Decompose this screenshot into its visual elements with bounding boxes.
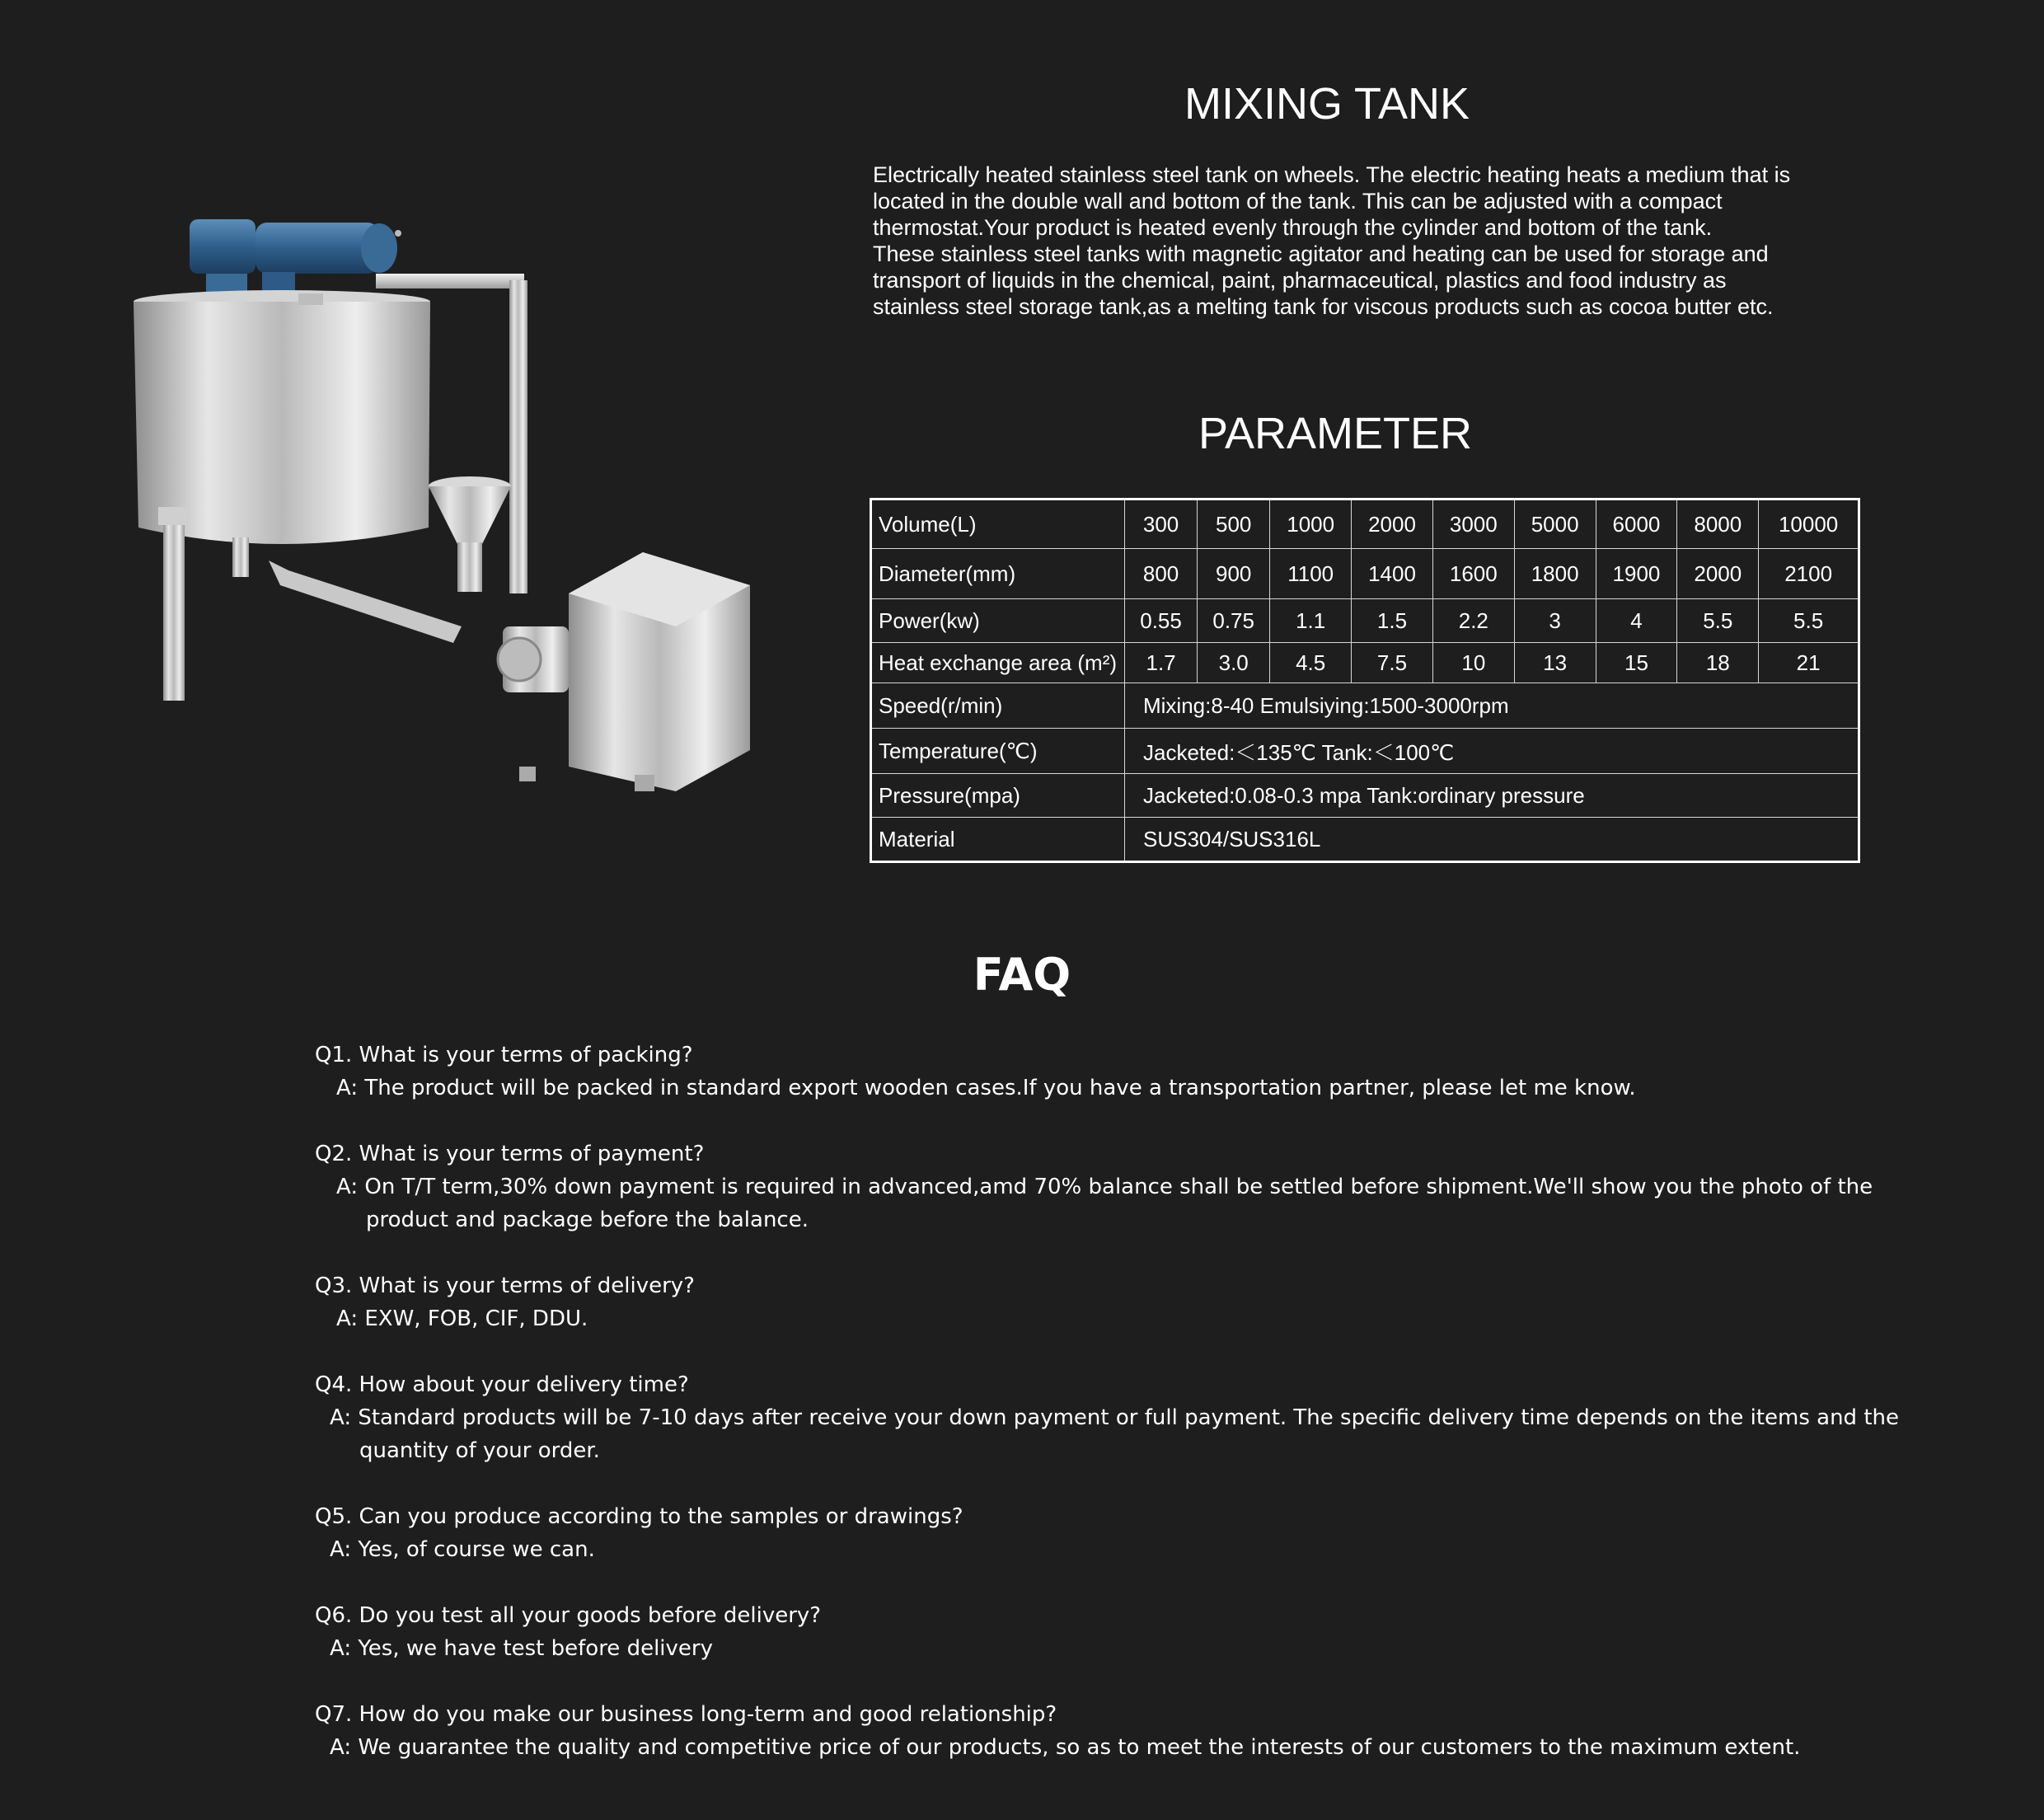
table-row bbox=[871, 599, 1859, 643]
table-cell: 5.5 bbox=[1759, 599, 1859, 643]
product-title: MIXING TANK bbox=[1184, 79, 1470, 129]
table-cell: 7.5 bbox=[1352, 643, 1433, 683]
table-cell: 1100 bbox=[1270, 549, 1352, 599]
table-cell: 15 bbox=[1596, 643, 1677, 683]
faq-answer: A: EXW, FOB, CIF, DDU. bbox=[336, 1306, 588, 1331]
table-cell: 1600 bbox=[1432, 549, 1514, 599]
faq-item bbox=[315, 1138, 1881, 1236]
faq-answer: A: On T/T term,30% down payment is required in advanced,amd 70% balance shall be settled before shipment.We'll show you the photo of the bbox=[336, 1175, 1873, 1199]
table-cell: 2000 bbox=[1352, 500, 1433, 549]
description-line: transport of liquids in the chemical, paint, pharmaceutical, plastics and food industry as bbox=[873, 268, 1727, 293]
table-cell: 2000 bbox=[1677, 549, 1759, 599]
table-cell: 4 bbox=[1596, 599, 1677, 643]
table-cell: 21 bbox=[1759, 643, 1859, 683]
table-cell: SUS304/SUS316L bbox=[1125, 818, 1859, 862]
faq-answer-continued: quantity of your order. bbox=[359, 1438, 600, 1463]
product-description bbox=[873, 162, 1845, 320]
table-cell: 18 bbox=[1677, 643, 1759, 683]
table-cell: 1800 bbox=[1514, 549, 1596, 599]
table-row bbox=[871, 643, 1859, 683]
faq-question: Q2. What is your terms of payment? bbox=[315, 1142, 705, 1166]
table-cell: 2100 bbox=[1759, 549, 1859, 599]
faq-question: Q7. How do you make our business long-term and good relationship? bbox=[315, 1702, 1057, 1727]
table-cell: 4.5 bbox=[1270, 643, 1352, 683]
faq-question: Q5. Can you produce according to the samples or drawings? bbox=[315, 1504, 963, 1529]
row-label: Speed(r/min) bbox=[871, 683, 1125, 729]
table-cell: 6000 bbox=[1596, 500, 1677, 549]
faq-answer: A: We guarantee the quality and competitive price of our products, so as to meet the interests of our customers to the maximum extent. bbox=[330, 1735, 1801, 1760]
description-line: located in the double wall and bottom of the tank. This can be adjusted with a compact bbox=[873, 189, 1723, 213]
table-cell: 800 bbox=[1125, 549, 1198, 599]
table-row bbox=[871, 729, 1859, 774]
table-cell: 10000 bbox=[1759, 500, 1859, 549]
table-row bbox=[871, 500, 1859, 549]
faq-answer-continued: product and package before the balance. bbox=[366, 1208, 809, 1232]
table-cell: 1.7 bbox=[1125, 643, 1198, 683]
table-cell: 3.0 bbox=[1198, 643, 1270, 683]
faq-title: FAQ bbox=[973, 949, 1071, 1001]
table-row bbox=[871, 774, 1859, 818]
faq-answer: A: Standard products will be 7-10 days after receive your down payment or full payment. The specific delivery time depends on the items and the bbox=[330, 1405, 1899, 1430]
table-cell: 900 bbox=[1198, 549, 1270, 599]
table-cell: 8000 bbox=[1677, 500, 1759, 549]
table-cell: 0.75 bbox=[1198, 599, 1270, 643]
description-line: thermostat.Your product is heated evenly through the cylinder and bottom of the tank. bbox=[873, 215, 1713, 240]
faq-question: Q6. Do you test all your goods before delivery? bbox=[315, 1603, 822, 1628]
row-label: Diameter(mm) bbox=[871, 549, 1125, 599]
table-cell: Jacketed:0.08-0.3 mpa Tank:ordinary pressure bbox=[1125, 774, 1859, 818]
faq-question: Q3. What is your terms of delivery? bbox=[315, 1274, 695, 1298]
faq-question: Q4. How about your delivery time? bbox=[315, 1372, 689, 1397]
faq-item bbox=[315, 1500, 1881, 1566]
table-cell: 5.5 bbox=[1677, 599, 1759, 643]
table-cell: Mixing:8-40 Emulsiying:1500-3000rpm bbox=[1125, 683, 1859, 729]
table-row bbox=[871, 683, 1859, 729]
row-label: Volume(L) bbox=[871, 500, 1125, 549]
faq-question: Q1. What is your terms of packing? bbox=[315, 1043, 693, 1067]
table-row bbox=[871, 549, 1859, 599]
row-label: Pressure(mpa) bbox=[871, 774, 1125, 818]
faq-item bbox=[315, 1039, 1881, 1105]
table-cell: 3 bbox=[1514, 599, 1596, 643]
faq-item bbox=[315, 1698, 1881, 1764]
row-label: Power(kw) bbox=[871, 599, 1125, 643]
row-label: Heat exchange area (m²) bbox=[871, 643, 1125, 683]
table-row bbox=[871, 818, 1859, 862]
table-cell: 500 bbox=[1198, 500, 1270, 549]
table-cell: 1.1 bbox=[1270, 599, 1352, 643]
mixing-tank-image bbox=[107, 198, 766, 808]
table-cell: 1400 bbox=[1352, 549, 1433, 599]
faq-item bbox=[315, 1269, 1881, 1335]
parameter-table bbox=[870, 498, 1860, 863]
description-line: These stainless steel tanks with magnetic agitator and heating can be used for storage and bbox=[873, 242, 1769, 266]
description-line: stainless steel storage tank,as a melting tank for viscous products such as cocoa butter etc. bbox=[873, 294, 1774, 319]
table-cell: 2.2 bbox=[1432, 599, 1514, 643]
table-cell: 1900 bbox=[1596, 549, 1677, 599]
row-label: Temperature(℃) bbox=[871, 729, 1125, 774]
table-cell: 5000 bbox=[1514, 500, 1596, 549]
faq-list bbox=[315, 1039, 1899, 1797]
table-cell: 1000 bbox=[1270, 500, 1352, 549]
parameter-title: PARAMETER bbox=[1198, 409, 1473, 458]
table-cell: 0.55 bbox=[1125, 599, 1198, 643]
table-cell: 300 bbox=[1125, 500, 1198, 549]
table-cell: 13 bbox=[1514, 643, 1596, 683]
table-cell: Jacketed:＜135℃ Tank:＜100℃ bbox=[1125, 729, 1859, 774]
table-cell: 1.5 bbox=[1352, 599, 1433, 643]
description-line: Electrically heated stainless steel tank on wheels. The electric heating heats a medium that is bbox=[873, 162, 1791, 187]
faq-item bbox=[315, 1368, 1899, 1467]
faq-answer: A: The product will be packed in standard export wooden cases.If you have a transportation partner, please let me know. bbox=[336, 1076, 1636, 1100]
faq-item bbox=[315, 1599, 1881, 1665]
faq-answer: A: Yes, of course we can. bbox=[330, 1537, 595, 1562]
faq-answer: A: Yes, we have test before delivery bbox=[330, 1636, 713, 1661]
table-cell: 3000 bbox=[1432, 500, 1514, 549]
row-label: Material bbox=[871, 818, 1125, 862]
table-cell: 10 bbox=[1432, 643, 1514, 683]
